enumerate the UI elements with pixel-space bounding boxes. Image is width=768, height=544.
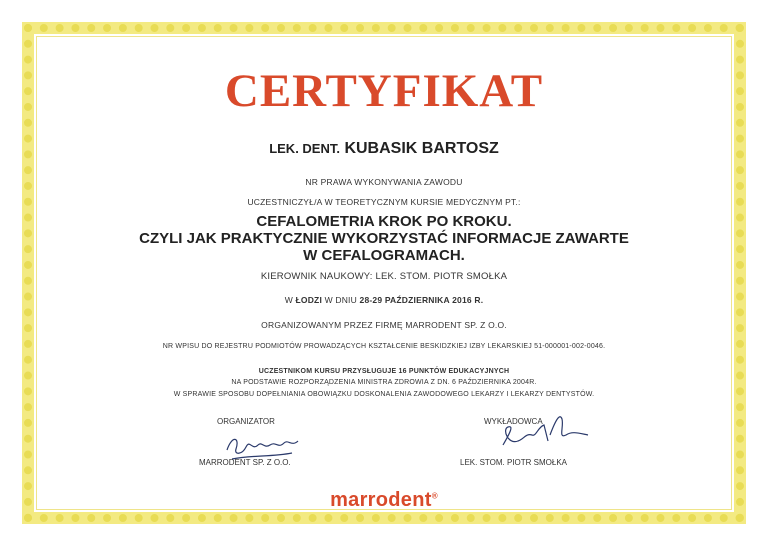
date: 28-29 PAŹDZIERNIKA 2016 R. [359, 295, 484, 305]
place-date-prefix: W [284, 295, 293, 305]
certificate-title: CERTYFIKAT [224, 65, 544, 117]
marrodent-logo [0, 489, 768, 512]
lecturer-signature [488, 405, 598, 455]
points-line: UCZESTNIKOM KURSU PRZYSŁUGUJE 16 PUNKTÓW EDUKACYJNYCH [258, 368, 510, 375]
course-title-line-2: CZYLI JAK PRAKTYCZNIE WYKORZYSTAĆ INFORMACJE ZAWARTE [139, 230, 629, 247]
participant-line: UCZESTNICZYŁ/A W TEORETYCZNYM KURSIE MEDYCZNYM PT.: [247, 197, 521, 207]
supervisor-line: KIEROWNIK NAUKOWY: LEK. STOM. PIOTR SMOŁKA [260, 271, 508, 282]
organizer-name: MARRODENT SP. Z O.O. [199, 458, 291, 467]
regulation-line: NA PODSTAWIE ROZPORZĄDZENIA MINISTRA ZDROWIA Z DN. 6 PAŹDZIERNIKA 2004R. [231, 379, 537, 386]
license-line: NR PRAWA WYKONYWANIA ZAWODU [305, 177, 463, 187]
course-title [0, 213, 768, 264]
recipient-name: KUBASIK BARTOSZ [344, 140, 499, 157]
place-date-line [0, 295, 768, 305]
registered-mark: ® [431, 491, 438, 501]
lecturer-name: LEK. STOM. PIOTR SMOŁKA [460, 458, 567, 467]
registry-line: NR WPISU DO REJESTRU PODMIOTÓW PROWADZĄCYCH KSZTAŁCENIE BESKIDZKIEJ IZBY LEKARSKIEJ 51-000001-002-0046. [162, 343, 606, 350]
course-title-line-3: W CEFALOGRAMACH. [303, 247, 465, 264]
course-title-line-1: CEFALOMETRIA KROK PO KROKU. [256, 213, 512, 230]
regulation-line-2: W SPRAWIE SPOSOBU DOPEŁNIANIA OBOWIĄZKU DOSKONALENIA ZAWODOWEGO LEKARZY I LEKARZY DENTYSTÓW. [173, 391, 595, 398]
organizer-label: ORGANIZATOR [217, 417, 275, 426]
logo-text: marrodent [330, 489, 432, 511]
date-mid: W DNIU [324, 295, 357, 305]
organized-by-line: ORGANIZOWANYM PRZEZ FIRMĘ MARRODENT SP. Z O.O. [261, 320, 507, 330]
lecturer-label: WYKŁADOWCA [484, 417, 543, 426]
recipient-name-line [0, 140, 768, 158]
name-prefix: LEK. DENT. [269, 141, 340, 156]
place: ŁODZI [295, 295, 323, 305]
